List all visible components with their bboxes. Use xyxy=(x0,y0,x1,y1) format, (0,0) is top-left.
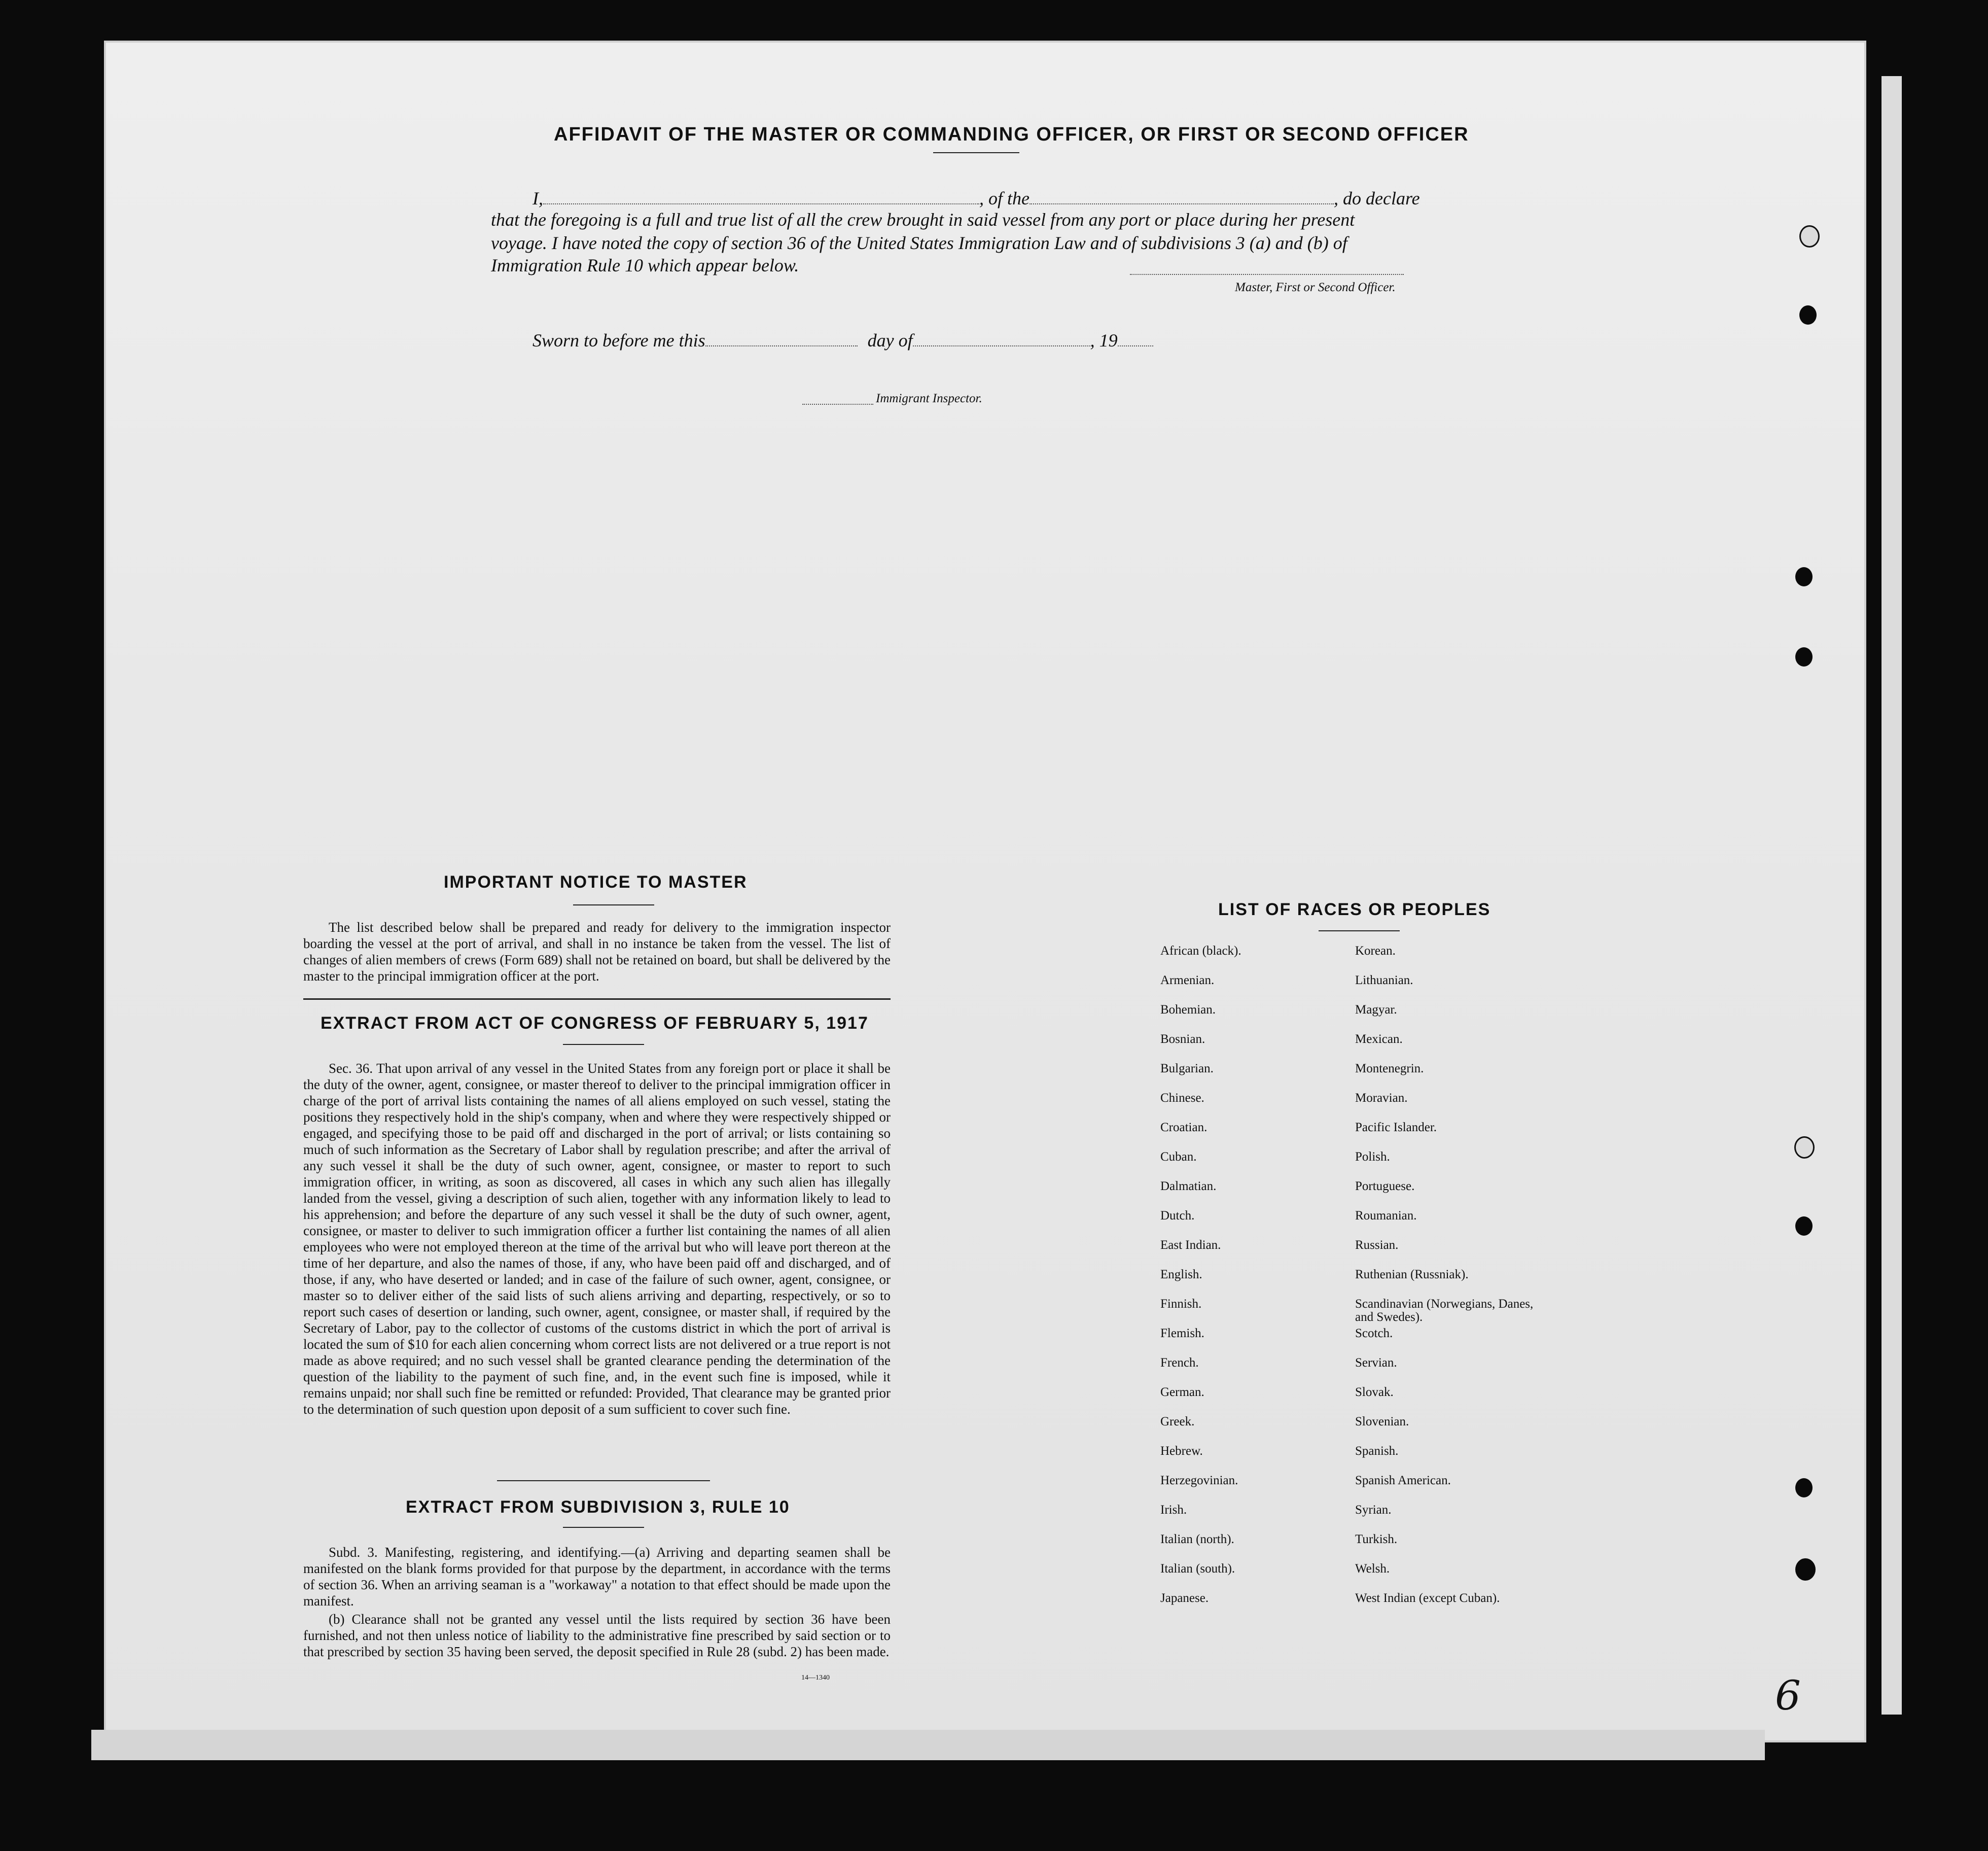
binder-hole xyxy=(1795,567,1813,586)
race-item: Ruthenian (Russniak). xyxy=(1355,1268,1469,1281)
signature-label: Master, First or Second Officer. xyxy=(1235,281,1396,294)
notice-paragraph: The list described below shall be prepared and ready for delivery to the immigration inspector boarding the vessel at the port of arrival, and shall in no instance be taken from the vessel. The list of changes of alien members of crews (Form 689) shall not be retained on board, but shall be delivered by the master to the principal immigration officer at the port. xyxy=(303,920,891,984)
rule-text xyxy=(303,1544,891,1662)
affidavit-i: I, xyxy=(532,188,543,208)
race-item: Slovenian. xyxy=(1355,1415,1409,1428)
race-item: English. xyxy=(1160,1268,1202,1281)
binder-hole xyxy=(1795,647,1813,667)
race-item: Croatian. xyxy=(1160,1121,1208,1134)
affidavit-do-declare: , do declare xyxy=(1333,188,1420,208)
race-item: Finnish. xyxy=(1160,1297,1202,1311)
affidavit-line-4: Immigration Rule 10 which appear below. xyxy=(491,255,799,275)
race-item: Lithuanian. xyxy=(1355,973,1413,987)
race-item: Russian. xyxy=(1355,1238,1399,1252)
sworn-year: , 19 xyxy=(1090,330,1118,351)
sworn-line xyxy=(532,330,1153,351)
rule-top-rule xyxy=(497,1480,710,1481)
vessel-blank xyxy=(1030,199,1334,204)
race-item: Welsh. xyxy=(1355,1562,1390,1576)
race-item: Bosnian. xyxy=(1160,1032,1205,1046)
name-blank xyxy=(543,199,979,204)
race-item: Servian. xyxy=(1355,1356,1397,1370)
act-divider xyxy=(563,1044,644,1045)
sworn-day-of: day of xyxy=(867,330,913,351)
race-item: West Indian (except Cuban). xyxy=(1355,1591,1500,1605)
affidavit-line-2: that the foregoing is a full and true list of all the crew brought in said vessel from any port or place during her present xyxy=(491,209,1355,230)
affidavit-line-1 xyxy=(532,188,1420,209)
form-number: 14—1340 xyxy=(801,1674,830,1682)
race-item: Spanish. xyxy=(1355,1444,1399,1458)
race-item: Pacific Islander. xyxy=(1355,1121,1437,1134)
race-item: Herzegovinian. xyxy=(1160,1474,1238,1487)
race-item: Scotch. xyxy=(1355,1326,1393,1340)
month-blank xyxy=(913,341,1090,346)
affidavit-title: AFFIDAVIT OF THE MASTER OR COMMANDING OFFICER, OR FIRST OR SECOND OFFICER xyxy=(554,124,1469,145)
race-item: French. xyxy=(1160,1356,1199,1370)
act-top-rule xyxy=(303,998,891,1000)
race-item: Spanish American. xyxy=(1355,1474,1451,1487)
title-divider xyxy=(933,152,1019,153)
races-divider xyxy=(1319,930,1400,931)
notice-text xyxy=(303,919,891,986)
sworn-prefix: Sworn to before me this xyxy=(532,330,705,351)
document-page xyxy=(104,41,1866,1742)
race-item: Italian (north). xyxy=(1160,1532,1234,1546)
race-item: East Indian. xyxy=(1160,1238,1221,1252)
race-item: Bohemian. xyxy=(1160,1003,1216,1017)
race-item: Hebrew. xyxy=(1160,1444,1203,1458)
binder-hole xyxy=(1799,225,1820,248)
act-text xyxy=(303,1060,891,1419)
handwritten-page-number: 6 xyxy=(1775,1672,1801,1719)
race-item: Turkish. xyxy=(1355,1532,1398,1546)
race-item: German. xyxy=(1160,1385,1204,1399)
race-item: Scandinavian (Norwegians, Danes, and Swedes). xyxy=(1355,1297,1534,1324)
race-item: Bulgarian. xyxy=(1160,1062,1214,1075)
race-item: Mexican. xyxy=(1355,1032,1403,1046)
race-item: Italian (south). xyxy=(1160,1562,1235,1576)
race-item: African (black). xyxy=(1160,944,1241,958)
signature-line xyxy=(1130,274,1404,275)
year-blank xyxy=(1118,341,1153,346)
binder-hole xyxy=(1795,1216,1813,1236)
rule-paragraph-a: Subd. 3. Manifesting, registering, and identifying.—(a) Arriving and departing seamen shall be manifested on the blank forms provided for that purpose by the department, in accordance with the terms of section 36. When an arriving seaman is a "workaway" a notation to that effect should be made upon the manifest. xyxy=(303,1545,891,1609)
binder-hole xyxy=(1795,1478,1813,1497)
race-item: Flemish. xyxy=(1160,1326,1204,1340)
race-item: Armenian. xyxy=(1160,973,1215,987)
rule-title: EXTRACT FROM SUBDIVISION 3, RULE 10 xyxy=(406,1497,790,1517)
act-title: EXTRACT FROM ACT OF CONGRESS OF FEBRUARY 5, 1917 xyxy=(321,1014,869,1033)
race-item: Roumanian. xyxy=(1355,1209,1417,1223)
race-item: Dutch. xyxy=(1160,1209,1195,1223)
page-edge xyxy=(1882,76,1902,1715)
act-paragraph: Sec. 36. That upon arrival of any vessel in the United States from any foreign port or place it shall be the duty of the owner, agent, consignee, or master thereof to deliver to the principal immigration officer in charge of the port of arrival lists containing the names of all aliens employed on such vessel, stating the positions they respectively hold in the ship's company, when and where they were respectively shipped or engaged, and specifying those to be paid off and discharged in the port of arrival; or lists containing so much of such information as the Secretary of Labor shall by regulation prescribe; and after the arrival of any such vessel it shall be the duty of such owner, agent, consignee, or master to report to such immigration officer, in writing, as soon as discovered, all cases in which any such alien has illegally landed from the vessel, giving a description of such alien, together with any information likely to lead to his apprehension; and before the departure of any such vessel it shall be the duty of such owner, agent, consignee, or master to deliver to such immigration officer a further list containing the names of all alien employees who were not employed thereon at the time of the arrival but who will leave port thereon at the time of her departure, and also the names of those, if any, who have been paid off and discharged, and of those, if any, who have deserted or landed; and in case of the failure of such owner, agent, consignee, or master so to deliver either of the said lists of such aliens arriving and departing, respectively, or so to report such cases of desertion or landing, such owner, agent, consignee, or master shall, if required by the Secretary of Labor, pay to the collector of customs of the customs district in which the port of arrival is located the sum of $10 for each alien concerning whom correct lists are not delivered or a true report is not made as above required; and no such vessel shall be granted clearance pending the determination of the question of the liability to the payment of such fine, and, in the event such fine is imposed, while it remains unpaid; nor shall such fine be remitted or refunded: Provided, That clearance may be granted prior to the determination of such question upon deposit of a sum sufficient to cover such fine. xyxy=(303,1061,891,1417)
inspector-signature-line xyxy=(802,404,873,405)
race-item: Portuguese. xyxy=(1355,1179,1415,1193)
binder-hole xyxy=(1794,1136,1815,1159)
race-item: Slovak. xyxy=(1355,1385,1394,1399)
notice-title: IMPORTANT NOTICE TO MASTER xyxy=(444,872,748,892)
affidavit-of-the: , of the xyxy=(979,188,1030,208)
race-item: Irish. xyxy=(1160,1503,1187,1517)
page-bottom-edge xyxy=(91,1730,1765,1760)
day-blank xyxy=(705,341,858,346)
race-item: Greek. xyxy=(1160,1415,1195,1428)
rule-divider xyxy=(563,1527,644,1528)
race-item: Polish. xyxy=(1355,1150,1390,1164)
race-item: Chinese. xyxy=(1160,1091,1204,1105)
race-item: Korean. xyxy=(1355,944,1396,958)
race-item: Magyar. xyxy=(1355,1003,1397,1017)
race-item: Syrian. xyxy=(1355,1503,1392,1517)
notice-divider xyxy=(573,904,654,905)
binder-hole xyxy=(1799,305,1817,325)
binder-hole xyxy=(1795,1558,1816,1581)
race-item: Dalmatian. xyxy=(1160,1179,1217,1193)
race-item: Moravian. xyxy=(1355,1091,1408,1105)
races-title: LIST OF RACES OR PEOPLES xyxy=(1218,900,1491,919)
race-item: Montenegrin. xyxy=(1355,1062,1424,1075)
affidavit-line-3: voyage. I have noted the copy of section 36 of the United States Immigration Law and of subdivisions 3 (a) and (b) of xyxy=(491,233,1347,253)
race-item: Japanese. xyxy=(1160,1591,1209,1605)
rule-paragraph-b: (b) Clearance shall not be granted any vessel until the lists required by section 36 have been furnished, and not then unless notice of liability to the administrative fine prescribed by said section or to that prescribed by section 35 having been served, the deposit specified in Rule 28 (subd. 2) has been made. xyxy=(303,1612,891,1659)
race-item: Cuban. xyxy=(1160,1150,1197,1164)
inspector-label: Immigrant Inspector. xyxy=(876,392,982,405)
